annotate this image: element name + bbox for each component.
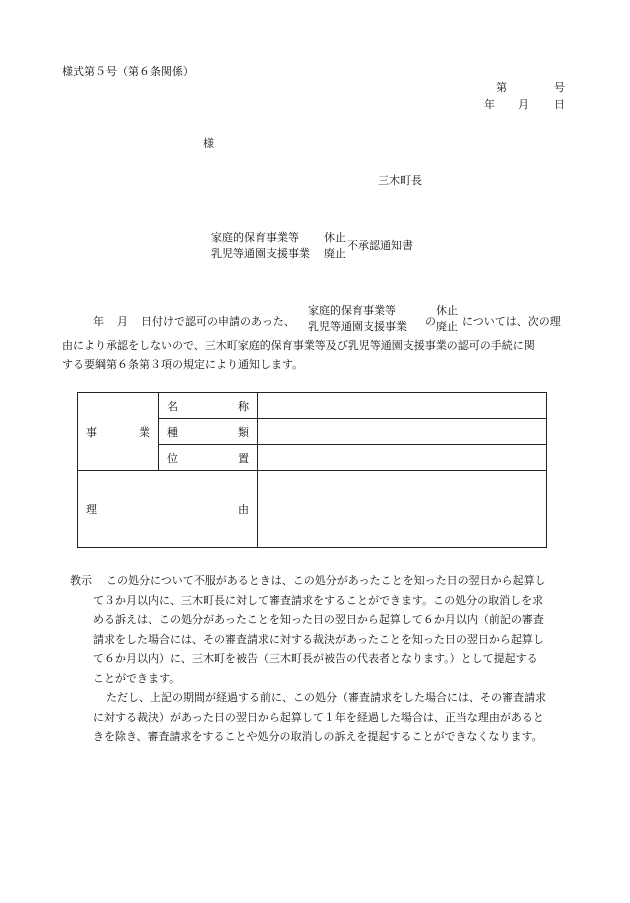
reason-value-cell bbox=[258, 471, 547, 548]
value-location-cell bbox=[258, 445, 547, 471]
body-tail: については、次の理 bbox=[462, 315, 561, 328]
body-opt2: 廃止 bbox=[436, 320, 458, 333]
sender: 三木町長 bbox=[378, 174, 422, 187]
form-label: 様式第５号（第６条関係） bbox=[62, 65, 194, 78]
notice-line-8: に対する裁決）があった日の翌日から起算して１年を経過した場合は、正当な理由があると bbox=[93, 710, 544, 724]
notice-line-5: て６か月以内）に、三木町を被告（三木町長が被告の代表者となります。）として提起する bbox=[93, 652, 538, 665]
body-date-month: 月 bbox=[117, 315, 128, 328]
notice-line-6: ことができます。 bbox=[93, 671, 181, 685]
title-opt2: 廃止 bbox=[324, 247, 346, 260]
label-location-char-1: 位 bbox=[167, 451, 178, 465]
title-suffix: 不承認通知書 bbox=[347, 239, 413, 252]
body-no: の bbox=[425, 315, 436, 328]
addressee-suffix: 様 bbox=[203, 137, 214, 150]
title-opt1: 休止 bbox=[324, 231, 346, 244]
body-line3: する要綱第６条第３項の規定により通知します。 bbox=[62, 358, 304, 371]
label-type-cell bbox=[159, 419, 258, 445]
label-name-char-2: 称 bbox=[238, 399, 249, 413]
body-lead: 日付けで認可の申請のあった、 bbox=[141, 315, 295, 328]
label-type-char-2: 類 bbox=[238, 425, 249, 439]
label-name-char-1: 名 bbox=[167, 399, 178, 413]
body-date-year: 年 bbox=[93, 315, 104, 328]
doc-number-go: 号 bbox=[554, 81, 565, 94]
reason-char-2: 由 bbox=[238, 503, 249, 516]
label-type-char-1: 種 bbox=[167, 425, 178, 439]
label-location-cell bbox=[159, 445, 258, 471]
value-type-cell bbox=[258, 419, 547, 445]
body-line2: 由により承認をしないので、三木町家庭的保育事業等及び乳児等通園支援事業の認可の手続に関 bbox=[62, 339, 535, 352]
notice-line-4: 請求をした場合には、その審査請求に対する裁決があったことを知った日の翌日から起算し bbox=[93, 632, 544, 646]
body-business-1: 家庭的保育事業等 bbox=[308, 304, 396, 317]
notice-line-7: ただし、上記の期間が経過する前に、この処分（審査請求をした場合には、その審査請求 bbox=[106, 691, 546, 704]
value-name-cell bbox=[258, 393, 547, 419]
label-name-cell bbox=[159, 393, 258, 419]
body-opt1: 休止 bbox=[436, 304, 458, 317]
body-business-2: 乳児等通園支援事業 bbox=[308, 320, 407, 333]
title-line2: 乳児等通園支援事業 bbox=[211, 247, 310, 260]
business-char-1: 事 bbox=[86, 425, 97, 439]
label-location-char-2: 置 bbox=[238, 451, 249, 465]
doc-number-dai: 第 bbox=[496, 81, 507, 94]
reason-header-cell bbox=[78, 471, 258, 548]
date-month: 月 bbox=[518, 98, 529, 111]
business-char-2: 業 bbox=[139, 425, 150, 439]
date-day: 日 bbox=[554, 98, 565, 111]
notice-line-1: この処分について不服があるときは、この処分があったことを知った日の翌日から起算し bbox=[106, 574, 546, 587]
notice-label: 教示 bbox=[70, 574, 92, 587]
reason-char-1: 理 bbox=[86, 503, 97, 516]
notice-line-2: て３か月以内に、三木町長に対して審査請求をすることができます。この処分の取消しを求 bbox=[93, 593, 544, 607]
title-line1: 家庭的保育事業等 bbox=[211, 231, 299, 244]
date-year: 年 bbox=[484, 98, 495, 111]
business-header-cell bbox=[78, 393, 159, 471]
notice-line-9: きを除き、審査請求をすることや処分の取消しの訴えを提起することができなくなります。 bbox=[93, 730, 543, 743]
notice-line-3: める訴えは、この処分があったことを知った日の翌日から起算して６か月以内（前記の審査 bbox=[93, 613, 544, 626]
business-info-table bbox=[77, 392, 547, 548]
